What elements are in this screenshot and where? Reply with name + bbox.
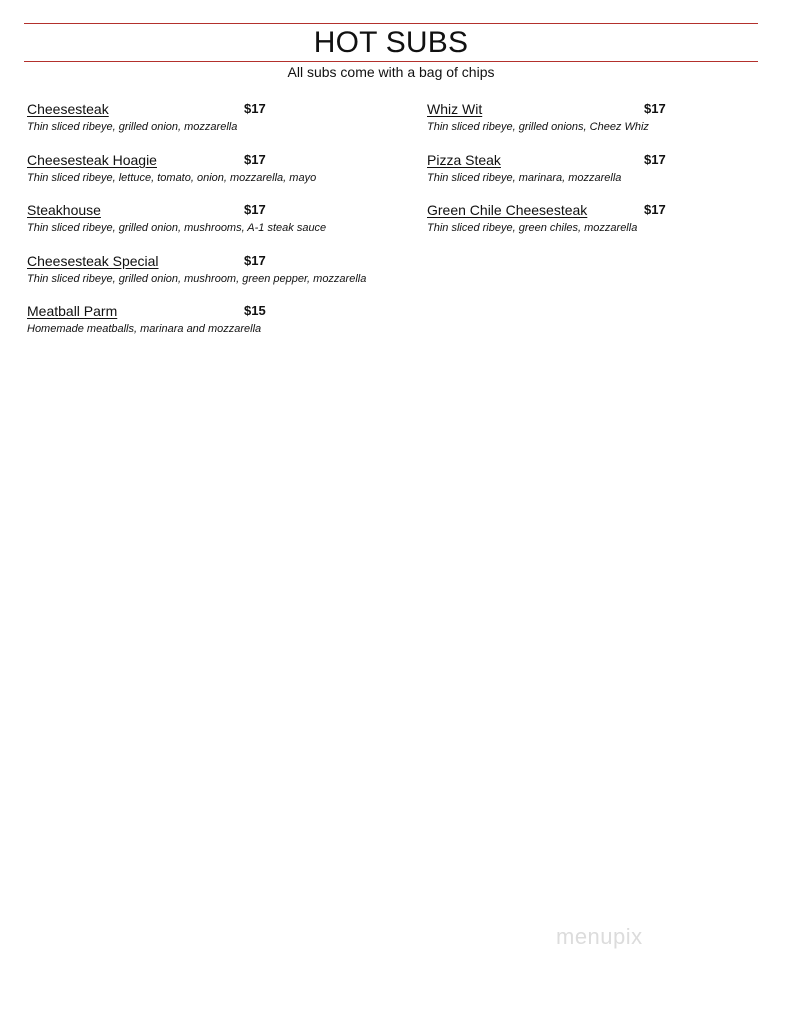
- item-description: Thin sliced ribeye, green chiles, mozzarella: [427, 222, 638, 234]
- item-name: Cheesesteak Special: [27, 253, 159, 269]
- menu-item-steakhouse: [27, 201, 427, 235]
- header-bottom-rule: [24, 61, 758, 62]
- menu-item-green-chile-cheesesteak: [427, 201, 757, 235]
- item-description: Thin sliced ribeye, grilled onion, mozzarella: [27, 121, 238, 133]
- item-name: Meatball Parm: [27, 303, 118, 319]
- menupix-watermark: menupix: [556, 924, 643, 949]
- menu-item-cheesesteak-hoagie: [27, 151, 427, 185]
- item-name: Cheesesteak: [27, 101, 109, 117]
- item-name: Green Chile Cheesesteak: [427, 202, 588, 218]
- item-price: $17: [644, 202, 666, 217]
- item-price: $17: [244, 202, 266, 217]
- item-price: $17: [244, 101, 266, 116]
- item-name: Steakhouse: [27, 202, 101, 218]
- item-price: $17: [244, 152, 266, 167]
- menu-item-cheesesteak-special: [27, 252, 427, 286]
- item-description: Thin sliced ribeye, grilled onion, mushrooms, A-1 steak sauce: [27, 222, 327, 234]
- menu-item-pizza-steak: [427, 151, 757, 185]
- item-price: $17: [644, 152, 666, 167]
- menu-item-whiz-wit: [427, 100, 757, 134]
- item-price: $17: [644, 101, 666, 116]
- page-subtitle: All subs come with a bag of chips: [287, 64, 495, 80]
- item-description: Thin sliced ribeye, grilled onion, mushroom, green pepper, mozzarella: [27, 273, 367, 285]
- item-description: Thin sliced ribeye, marinara, mozzarella: [427, 172, 622, 184]
- item-description: Homemade meatballs, marinara and mozzarella: [27, 323, 262, 335]
- item-name: Cheesesteak Hoagie: [27, 152, 157, 168]
- item-description: Thin sliced ribeye, lettuce, tomato, onion, mozzarella, mayo: [27, 172, 317, 184]
- item-price: $17: [244, 253, 266, 268]
- menu-item-meatball-parm: [27, 302, 427, 336]
- menu-item-cheesesteak: [27, 100, 427, 134]
- item-name: Pizza Steak: [427, 152, 501, 168]
- item-name: Whiz Wit: [427, 101, 483, 117]
- item-description: Thin sliced ribeye, grilled onions, Cheez Whiz: [427, 121, 649, 133]
- item-price: $15: [244, 303, 266, 318]
- page-title: HOT SUBS: [313, 26, 469, 59]
